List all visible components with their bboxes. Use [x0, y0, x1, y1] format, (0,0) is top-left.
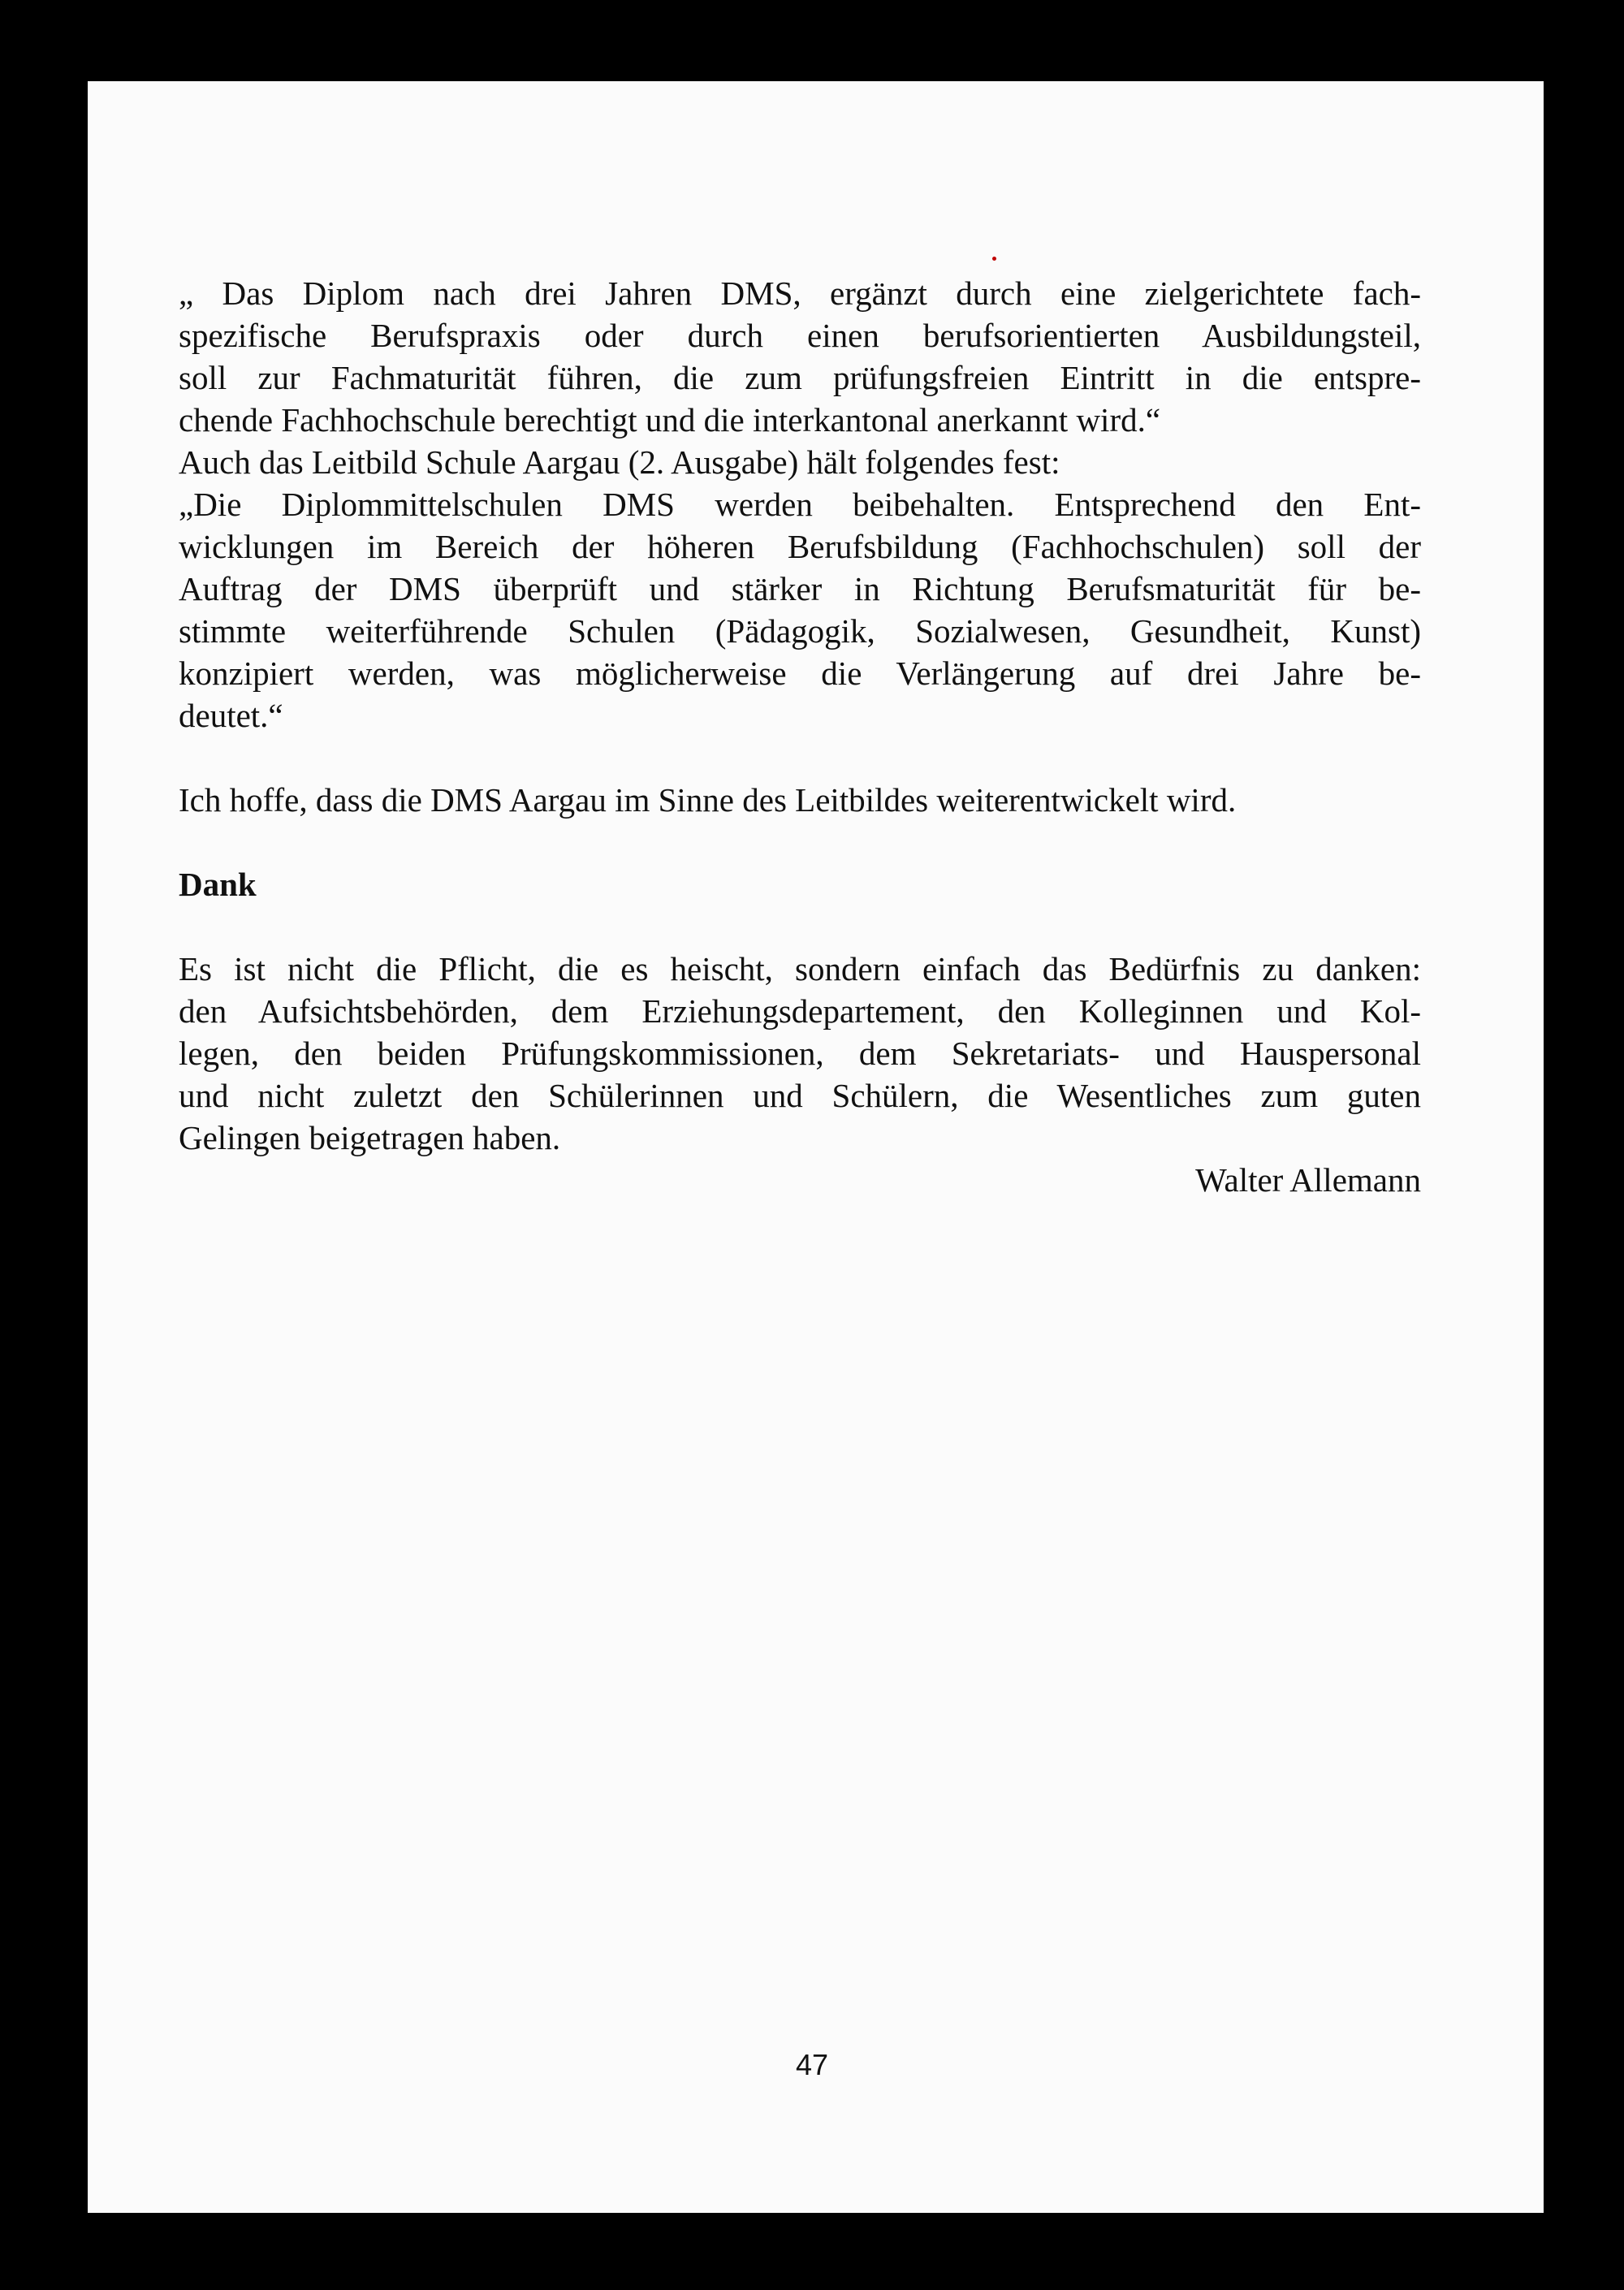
hope-line: Ich hoffe, dass die DMS Aargau im Sinne des Leitbildes weiterentwickelt wird. — [179, 781, 1237, 819]
text-line: „ Das Diplom nach drei Jahren DMS, ergänzt durch eine zielgerichtete fach- — [179, 274, 1421, 312]
page-number: 47 — [795, 2048, 829, 2081]
text-line: „Die Diplommittelschulen DMS werden beibehalten. Entsprechend den Ent- — [179, 486, 1421, 523]
text-line: chende Fachhochschule berechtigt und die interkantonal anerkannt wird.“ — [179, 401, 1161, 439]
text-line: deutet.“ — [179, 697, 283, 734]
text-line: soll zur Fachmaturität führen, die zum prüfungsfreien Eintritt in die entspre- — [179, 359, 1421, 396]
text-line: Gelingen beigetragen haben. — [179, 1119, 561, 1156]
text-line: spezifische Berufspraxis oder durch einen berufsorientierten Ausbildungsteil, — [179, 317, 1421, 354]
thanks-paragraph — [179, 948, 1421, 1159]
text-line: stimmte weiterführende Schulen (Pädagogik, Sozialwesen, Gesundheit, Kunst) — [179, 612, 1421, 650]
paragraph-spacer — [179, 737, 1421, 779]
signature: Walter Allemann — [1195, 1161, 1421, 1199]
quote-paragraph-2 — [179, 483, 1421, 737]
text-line: und nicht zuletzt den Schülerinnen und Schülern, die Wesentliches zum guten — [179, 1077, 1421, 1114]
paragraph-spacer — [179, 905, 1421, 948]
paragraph-spacer — [179, 821, 1421, 863]
intro-line: Auch das Leitbild Schule Aargau (2. Ausgabe) hält folgendes fest: — [179, 443, 1060, 481]
text-line: konzipiert werden, was möglicherweise die Verlängerung auf drei Jahre be- — [179, 655, 1421, 692]
section-heading: Dank — [179, 866, 257, 903]
text-line: wicklungen im Bereich der höheren Berufsbildung (Fachhochschulen) soll der — [179, 528, 1421, 565]
text-line: legen, den beiden Prüfungskommissionen, dem Sekretariats- und Hauspersonal — [179, 1035, 1421, 1072]
red-dot-mark — [992, 257, 996, 261]
text-line: Auftrag der DMS überprüft und stärker in Richtung Berufsmaturität für be- — [179, 570, 1421, 607]
text-line: den Aufsichtsbehörden, dem Erziehungsdepartement, den Kolleginnen und Kol- — [179, 992, 1421, 1030]
quote-paragraph-1 — [179, 272, 1421, 441]
document-body — [179, 272, 1421, 1201]
text-line: Es ist nicht die Pflicht, die es heischt, sondern einfach das Bedürfnis zu danken: — [179, 950, 1421, 987]
